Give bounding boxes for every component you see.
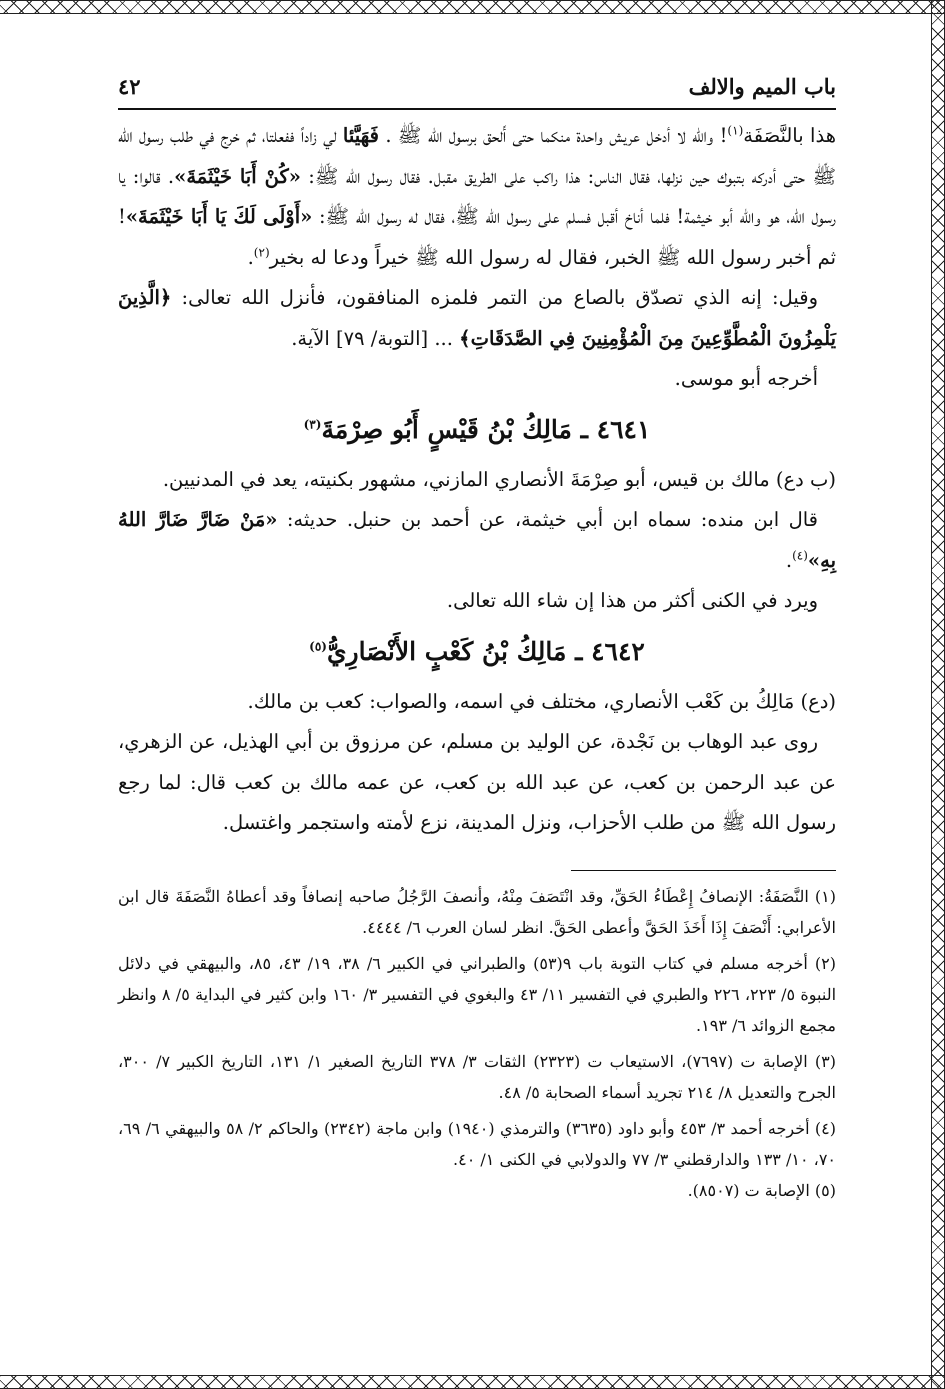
paragraph: روى عبد الوهاب بن نَجْدة، عن الوليد بن مسلم، عن مرزوق بن أبي الهذيل، عن الزهري، عن عبد الرحمن بن كعب، عن عبد الله بن كعب، عن عمه مالك بن كعب قال: لما رجع رسول الله ﷺ من طلب الأحزاب، ونزل المدينة، نزع لأمته واستجمر واغتسل. [118,730,836,834]
footnote: (٤) أخرجه أحمد ٣/ ٤٥٣ وأبو داود (٣٦٣٥) والترمذي (١٩٤٠) وابن ماجة (٢٣٤٢) والحاكم ٢/ ٥٨ والبيهقي ٦/ ٦٩، ٧٠، ١٠/ ١٣٣ والدارقطني ٣/ ٧٧ والدولابي في الكنى ١/ ٤٠. [118,1118,837,1169]
paragraph: ويرد في الكنى أكثر من هذا إن شاء الله تعالى. [446,589,818,612]
running-header [118,74,836,110]
footnote: (٥) الإصابة ت (٨٥٠٧). [687,1180,836,1200]
text: . [247,245,254,269]
text: . قالوا: يا رسول الله، هو والله أبو خيثمة! فلما أناخ أقبل فسلم على رسول الله ﷺ، فقال له رسول الله ﷺ: [118,164,837,228]
paragraph: (ب دع) مالك بن قيس، أبو صِرْمَةَ الأنصاري المازني، مشهور بكنيته، يعد في المدنيين. [162,467,836,491]
footnote-ref: (٣) [303,417,322,432]
right-border-ornament [931,0,945,1389]
text: هذا بالنَّصَفَة [743,124,836,147]
page-content [118,74,836,1206]
paragraph [118,278,836,359]
hadith-quote: «مَنْ ضَارَّ ضَارَّ اللهُ بِهِ» [118,508,836,572]
paragraph [118,500,836,581]
hadith-quote: «أَوْلَى لَكَ يَا أَبَا خَيْثَمَةَ» [125,205,313,228]
footnote-ref: (١) [727,123,744,138]
emphasis: فَهَيَّئا [342,124,379,147]
paragraph: أخرجه أبو موسى. [674,367,818,390]
footnotes [118,881,836,1206]
text: . [785,548,793,572]
hadith-quote: «كُنْ أَبَا خَيْثَمَةَ» [174,164,301,188]
paragraph: (دع) مَالِكُ بن كَعْب الأنصاري، مختلف في اسمه، والصواب: كعب بن مالك. [247,689,836,713]
bottom-border-ornament [0,1375,945,1389]
top-border-ornament [0,0,945,14]
footnote-ref: (٤) [792,548,808,562]
footnote-ref: (٥) [309,639,327,654]
text: قال ابن منده: سماه ابن أبي خيثمة، عن أحمد بن حنبل. حديثه: [277,508,818,531]
footnote: (١) النَّصَفَةُ: الإنصافُ إِعْطَاءُ الحَقِّ، وقد انْتَصَفَ مِنْهُ، وأنصفَ الرَّجُلُ صاحبه إنصافاً وقد أعطاهُ النَّصَفَةَ قال ابن الأعرابي: أَنْصَفَ إِذَا أَخَذَ الحَقَّ وأعطى الحَقَّ. انظر لسان العرب ٦/ ٤٤٤٤. [118,886,836,937]
text: ! والله لا أدخل عريش واحدة منكما حتى أَلحق برسول الله ﷺ . [378,124,728,147]
footnote: (٢) أخرجه مسلم في كتاب التوبة باب ٩(٥٣) والطبراني في الكبير ٦/ ٣٨، ١٩/ ٤٣، ٨٥، والبيهقي في دلائل النبوة ٥/ ٢٢٣، ٢٢٦ والطبري في التفسير ١١/ ٤٣ والبغوي في التفسير ٣/ ١٦٠ وابن كثير في البداية ٥/ ٨ وانظر مجمع الزوائد ٦/ ١٩٣. [118,953,837,1035]
entry-title-text: ٤٦٤٢ ـ مَالِكُ بْنُ كَعْبٍ الأَنْصَارِيُّ [326,636,645,666]
entry-heading [118,402,836,458]
footnote-separator [571,870,836,871]
text: ... [التوبة/ ٧٩] الآية. [291,326,460,350]
entry-heading [118,624,836,680]
paragraph [118,116,836,278]
page-number: ٤٢ [118,74,141,99]
text: لي زاداً ففعلتا، ثم خرج في طلب رسول الله ﷺ حتى أدركه بتبوك حين نزلها، فقال الناس: هذا راكب على الطريق مقبل. فقال رسول الله ﷺ: [118,124,836,188]
entry-title-text: ٤٦٤١ ـ مَالِكُ بْنُ قَيْسٍ أَبُو صِرْمَةَ [321,414,651,444]
text: ! ثم أخبر رسول الله ﷺ الخبر، فقال له رسول الله ﷺ خيراً ودعا له بخير [118,205,836,269]
chapter-title: باب الميم والالف [688,74,836,99]
quran-verse: ﴿الَّذِينَ يَلْمِزُونَ الْمُطَّوِّعِينَ مِنَ الْمُؤْمِنِينَ فِي الصَّدَقَاتِ﴾ [118,286,836,350]
footnote: (٣) الإصابة ت (٧٦٩٧)، الاستيعاب ت (٢٣٢٣) الثقات ٣/ ٣٧٨ التاريخ الصغير ١/ ١٣١، التاريخ الكبير ٧/ ٣٠٠، الجرح والتعديل ٨/ ٢١٤ تجريد أسماء الصحابة ٥/ ٤٨. [118,1051,836,1102]
footnote-ref: (٢) [253,245,270,259]
text: وقيل: إنه الذي تصدّق بالصاع من التمر فلمزه المنافقون، فأنزل الله تعالى: [171,286,818,309]
